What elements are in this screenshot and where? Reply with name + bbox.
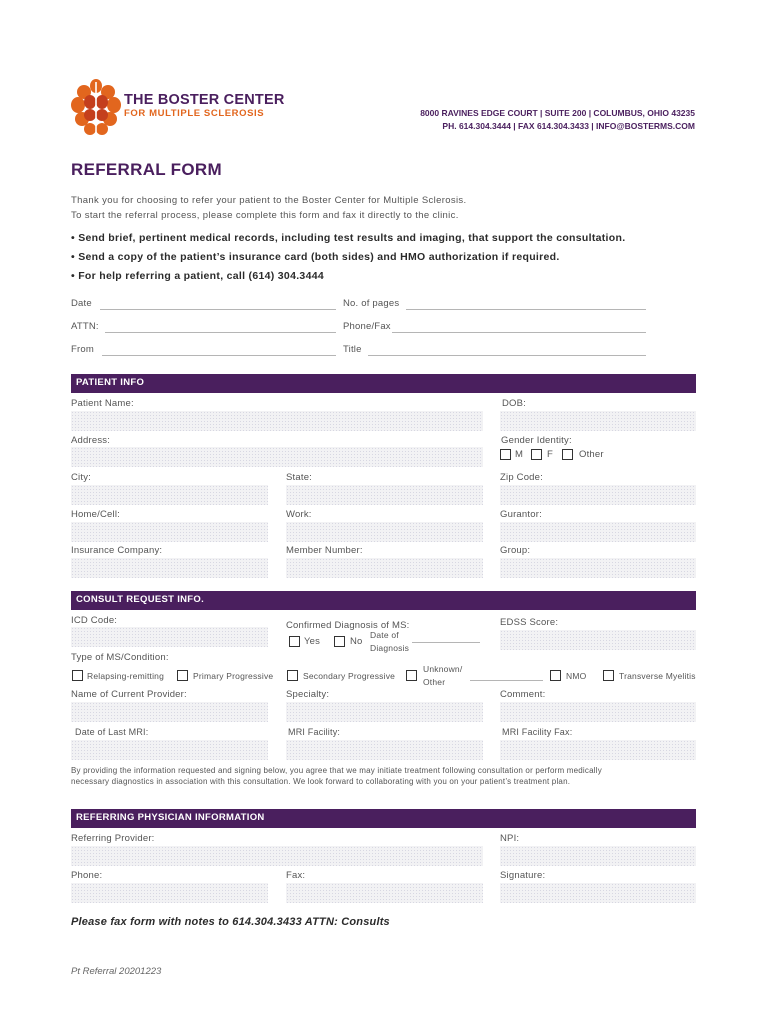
diagnosis-no-checkbox[interactable]	[334, 636, 345, 647]
referring-provider-field[interactable]	[71, 846, 483, 866]
patient-name-field[interactable]	[71, 411, 483, 431]
diagnosis-yes-label: Yes	[304, 636, 321, 647]
zip-field[interactable]	[500, 485, 696, 505]
diagnosis-label: Diagnosis	[370, 643, 410, 653]
mri-facility-label: MRI Facility:	[288, 727, 341, 737]
fax-instructions: Please fax form with notes to 614.304.3433 ATTN: Consults	[71, 916, 390, 928]
gurantor-field[interactable]	[500, 522, 696, 542]
specialty-field[interactable]	[286, 702, 483, 722]
last-mri-label: Date of Last MRI:	[75, 727, 149, 737]
current-provider-label: Name of Current Provider:	[71, 689, 187, 700]
gender-label: Gender Identity:	[501, 435, 572, 446]
ms-type-label: Type of MS/Condition:	[71, 652, 169, 663]
title-label: Title	[343, 344, 362, 355]
gender-other-checkbox[interactable]	[562, 449, 573, 460]
pages-label: No. of pages	[343, 298, 400, 309]
home-cell-label: Home/Cell:	[71, 509, 120, 520]
date-label: Date	[71, 298, 92, 309]
consult-info-header: CONSULT REQUEST INFO.	[71, 591, 696, 610]
insurance-label: Insurance Company:	[71, 545, 163, 556]
pages-field[interactable]	[406, 309, 646, 310]
npi-label: NPI:	[500, 833, 520, 844]
unknown-label: Unknown/	[423, 664, 463, 674]
mri-facility-fax-label: MRI Facility Fax:	[502, 727, 573, 737]
attn-field[interactable]	[105, 332, 336, 333]
contact-line: PH. 614.304.3444 | FAX 614.304.3433 | INFO@BOSTERMS.COM	[442, 121, 695, 131]
org-name: THE BOSTER CENTER	[124, 92, 285, 108]
confirmed-diagnosis-label: Confirmed Diagnosis of MS:	[286, 620, 410, 631]
address-label: Address:	[71, 435, 111, 446]
date-of-label: Date of	[370, 630, 399, 640]
diagnosis-yes-checkbox[interactable]	[289, 636, 300, 647]
title-field[interactable]	[368, 355, 646, 356]
current-provider-field[interactable]	[71, 702, 268, 722]
referring-physician-header: REFERRING PHYSICIAN INFORMATION	[71, 809, 696, 828]
signature-field[interactable]	[500, 883, 696, 903]
member-number-field[interactable]	[286, 558, 483, 578]
state-label: State:	[286, 472, 313, 483]
gender-f-checkbox[interactable]	[531, 449, 542, 460]
npi-field[interactable]	[500, 846, 696, 866]
comment-label: Comment:	[500, 689, 546, 700]
org-subtitle: FOR MULTIPLE SCLEROSIS	[124, 108, 265, 119]
attn-label: ATTN:	[71, 321, 99, 332]
fax-label: Fax:	[286, 870, 306, 881]
consent-line-1: By providing the information requested and signing below, you agree that we may initiate treatment following consultation or perform medically	[71, 766, 602, 775]
address-field[interactable]	[71, 447, 483, 467]
zip-label: Zip Code:	[500, 472, 543, 483]
patient-name-label: Patient Name:	[71, 398, 134, 409]
signature-label: Signature:	[500, 870, 546, 881]
member-number-label: Member Number:	[286, 545, 363, 556]
bullet-help: • For help referring a patient, call (614) 304.3444	[71, 270, 324, 282]
nmo-checkbox[interactable]	[550, 670, 561, 681]
city-label: City:	[71, 472, 91, 483]
mri-facility-field[interactable]	[286, 740, 483, 760]
other-label: Other	[423, 677, 446, 687]
group-field[interactable]	[500, 558, 696, 578]
consent-line-2: necessary diagnostics in association with this consultation. We look forward to collaborating with you on your patient’s treatment plan.	[71, 777, 571, 786]
transverse-myelitis-checkbox[interactable]	[603, 670, 614, 681]
intro-line-2: To start the referral process, please complete this form and fax it directly to the clinic.	[71, 210, 459, 221]
dob-label: DOB:	[502, 398, 527, 409]
unknown-other-checkbox[interactable]	[406, 670, 417, 681]
primary-progressive-label: Primary Progressive	[193, 671, 274, 681]
bullet-insurance: • Send a copy of the patient’s insurance card (both sides) and HMO authorization if required.	[71, 251, 560, 263]
relapsing-remitting-label: Relapsing-remitting	[87, 671, 165, 681]
patient-info-header: PATIENT INFO	[71, 374, 696, 393]
page-title: REFERRAL FORM	[71, 160, 222, 179]
fax-field[interactable]	[286, 883, 483, 903]
from-field[interactable]	[102, 355, 336, 356]
address-line: 8000 RAVINES EDGE COURT | SUITE 200 | COLUMBUS, OHIO 43235	[420, 108, 695, 118]
boster-center-logo-icon	[70, 78, 122, 136]
relapsing-remitting-checkbox[interactable]	[72, 670, 83, 681]
gender-other-label: Other	[579, 449, 604, 460]
last-mri-field[interactable]	[71, 740, 268, 760]
edss-score-label: EDSS Score:	[500, 617, 559, 628]
comment-field[interactable]	[500, 702, 696, 722]
state-field[interactable]	[286, 485, 483, 505]
work-field[interactable]	[286, 522, 483, 542]
secondary-progressive-label: Secondary Progressive	[303, 671, 396, 681]
icd-code-label: ICD Code:	[71, 615, 118, 626]
phone-label: Phone:	[71, 870, 103, 881]
date-field[interactable]	[100, 309, 336, 310]
primary-progressive-checkbox[interactable]	[177, 670, 188, 681]
mri-facility-fax-field[interactable]	[500, 740, 696, 760]
gender-m-label: M	[515, 449, 524, 460]
gender-f-label: F	[547, 449, 554, 460]
phone-field[interactable]	[71, 883, 268, 903]
city-field[interactable]	[71, 485, 268, 505]
icd-code-field[interactable]	[71, 627, 268, 647]
dob-field[interactable]	[500, 411, 696, 431]
gurantor-label: Gurantor:	[500, 509, 542, 520]
bullet-records: • Send brief, pertinent medical records, including test results and imaging, that support the consultation.	[71, 232, 626, 244]
intro-line-1: Thank you for choosing to refer your patient to the Boster Center for Multiple Sclerosis.	[71, 195, 467, 206]
specialty-label: Specialty:	[286, 689, 330, 700]
edss-score-field[interactable]	[500, 630, 696, 650]
diagnosis-date-field[interactable]	[412, 642, 480, 643]
secondary-progressive-checkbox[interactable]	[287, 670, 298, 681]
phone-fax-field[interactable]	[392, 332, 646, 333]
insurance-field[interactable]	[71, 558, 268, 578]
referring-provider-label: Referring Provider:	[71, 833, 155, 844]
work-label: Work:	[286, 509, 312, 520]
phone-fax-label: Phone/Fax	[343, 321, 391, 332]
unknown-other-field[interactable]	[470, 680, 543, 681]
form-version-footer: Pt Referral 20201223	[71, 966, 162, 977]
home-cell-field[interactable]	[71, 522, 268, 542]
gender-m-checkbox[interactable]	[500, 449, 511, 460]
transverse-myelitis-label: Transverse Myelitis	[619, 671, 696, 681]
group-label: Group:	[500, 545, 531, 556]
diagnosis-no-label: No	[350, 636, 363, 647]
nmo-label: NMO	[566, 671, 587, 681]
from-label: From	[71, 344, 94, 355]
